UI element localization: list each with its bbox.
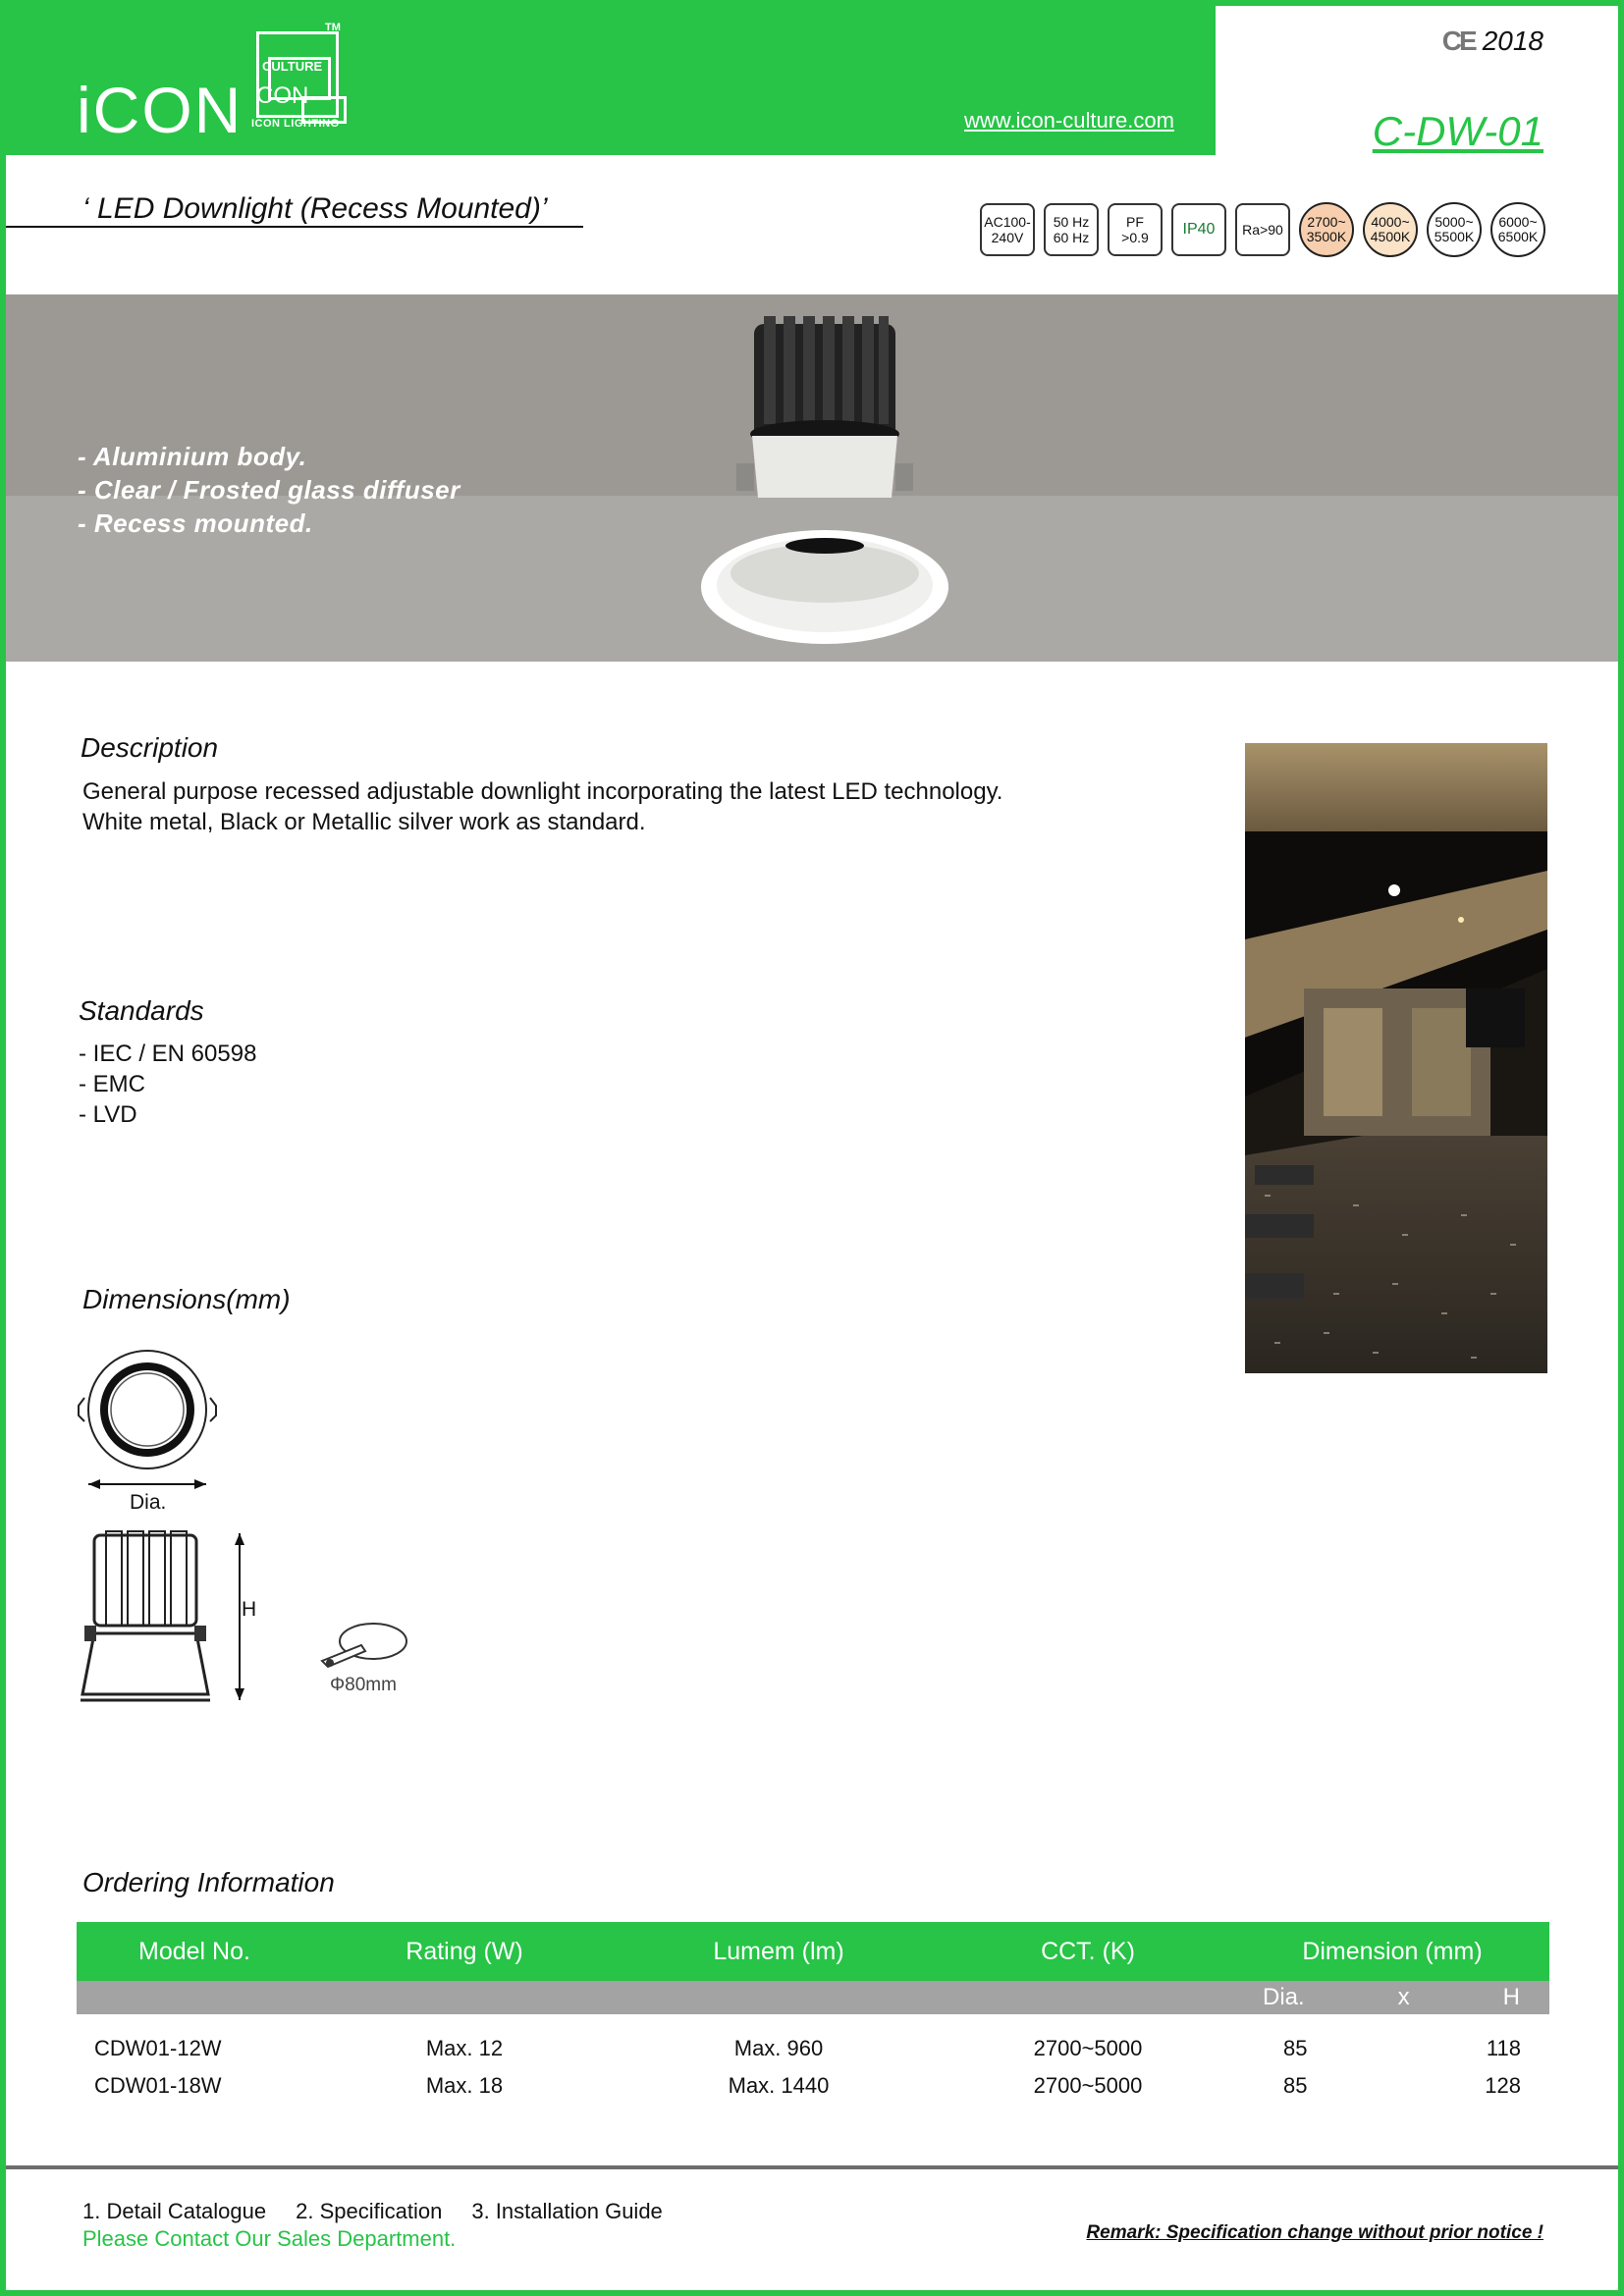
table-row: CDW01-12W Max. 12 Max. 960 2700~5000 85 118 [94, 2036, 1521, 2060]
hero-banner [6, 294, 1618, 662]
title-underline [6, 226, 583, 228]
catalogue-year: 2018 [1482, 26, 1543, 56]
logo-subtitle: ICON LIGHTING [251, 118, 340, 130]
logo-mark [248, 22, 356, 132]
description-text: General purpose recessed adjustable downlight incorporating the latest LED technology. White metal, Black or Metallic silver work as standard. [82, 778, 1003, 835]
document-item: 2. Specification [296, 2199, 443, 2223]
standards-list [79, 1039, 256, 1130]
contact-sales-text: Please Contact Our Sales Department. [82, 2226, 457, 2251]
footer-divider [6, 2165, 1618, 2169]
h-subheader: H [1502, 1984, 1520, 2010]
certification-year [1442, 26, 1543, 57]
downlight-product-image [727, 316, 923, 498]
standard-item: - IEC / EN 60598 [79, 1041, 257, 1067]
dimensions-heading: Dimensions(mm) [82, 1284, 291, 1314]
document-item: 3. Installation Guide [471, 2199, 663, 2223]
document-item: 1. Detail Catalogue [82, 2199, 267, 2223]
cri-badge: Ra>90 [1235, 203, 1290, 256]
standards-heading: Standards [79, 995, 204, 1026]
logo-trademark: TM [325, 22, 341, 33]
table-subheader-row [77, 1981, 1549, 2014]
cct-option-6000: 6000~ 6500K [1490, 202, 1545, 257]
feature-list [78, 440, 460, 540]
standard-item: - LVD [79, 1101, 137, 1128]
height-label: H [242, 1598, 257, 1621]
cutout-size-label: Φ80mm [330, 1675, 397, 1695]
column-header: CCT. (K) [941, 1922, 1235, 1981]
document-list [82, 2199, 663, 2224]
power-factor-badge: PF >0.9 [1108, 203, 1163, 256]
column-header: Lumem (lm) [617, 1922, 941, 1981]
column-header: Model No. [77, 1922, 312, 1981]
feature-item: - Recess mounted. [78, 508, 313, 538]
diameter-label: Dia. [130, 1491, 167, 1514]
column-header: Dimension (mm) [1235, 1922, 1549, 1981]
table-row: CDW01-18W Max. 18 Max. 1440 2700~5000 85 128 [94, 2073, 1521, 2098]
table-header-row [77, 1922, 1549, 1981]
logo-con-text: CON [256, 82, 309, 109]
cct-option-4000: 4000~ 4500K [1363, 202, 1418, 257]
model-code: C-DW-01 [1372, 108, 1543, 154]
website-link[interactable]: www.icon-culture.com [964, 108, 1174, 133]
column-header: Rating (W) [312, 1922, 617, 1981]
feature-item: - Aluminium body. [78, 442, 307, 471]
spec-badges [980, 202, 1545, 257]
remark-notice: Remark: Specification change without prior notice ! [1086, 2222, 1543, 2243]
ordering-heading: Ordering Information [82, 1867, 335, 1897]
cct-option-2700: 2700~ 3500K [1299, 202, 1354, 257]
voltage-badge: AC100- 240V [980, 203, 1035, 256]
dia-subheader: Dia. [1263, 1984, 1305, 2010]
top-view-drawing [77, 1341, 224, 1498]
logo-culture-text: CULTURE [262, 59, 323, 74]
downlight-bezel-image [699, 528, 950, 646]
standard-item: - EMC [79, 1071, 145, 1097]
ip-rating-badge: IP40 [1171, 203, 1226, 256]
times-subheader: x [1397, 1984, 1410, 2010]
cct-option-5000: 5000~ 5500K [1427, 202, 1482, 257]
brand-wordmark: iCON [77, 74, 244, 146]
frequency-badge: 50 Hz 60 Hz [1044, 203, 1099, 256]
feature-item: - Clear / Frosted glass diffuser [78, 475, 460, 505]
description-heading: Description [81, 732, 219, 763]
ce-mark-icon: CE [1441, 26, 1475, 56]
product-title: ‘ LED Downlight (Recess Mounted)’ [82, 192, 548, 225]
application-photo [1245, 743, 1547, 1373]
header-band [6, 6, 1216, 155]
ordering-table [77, 1922, 1549, 2105]
